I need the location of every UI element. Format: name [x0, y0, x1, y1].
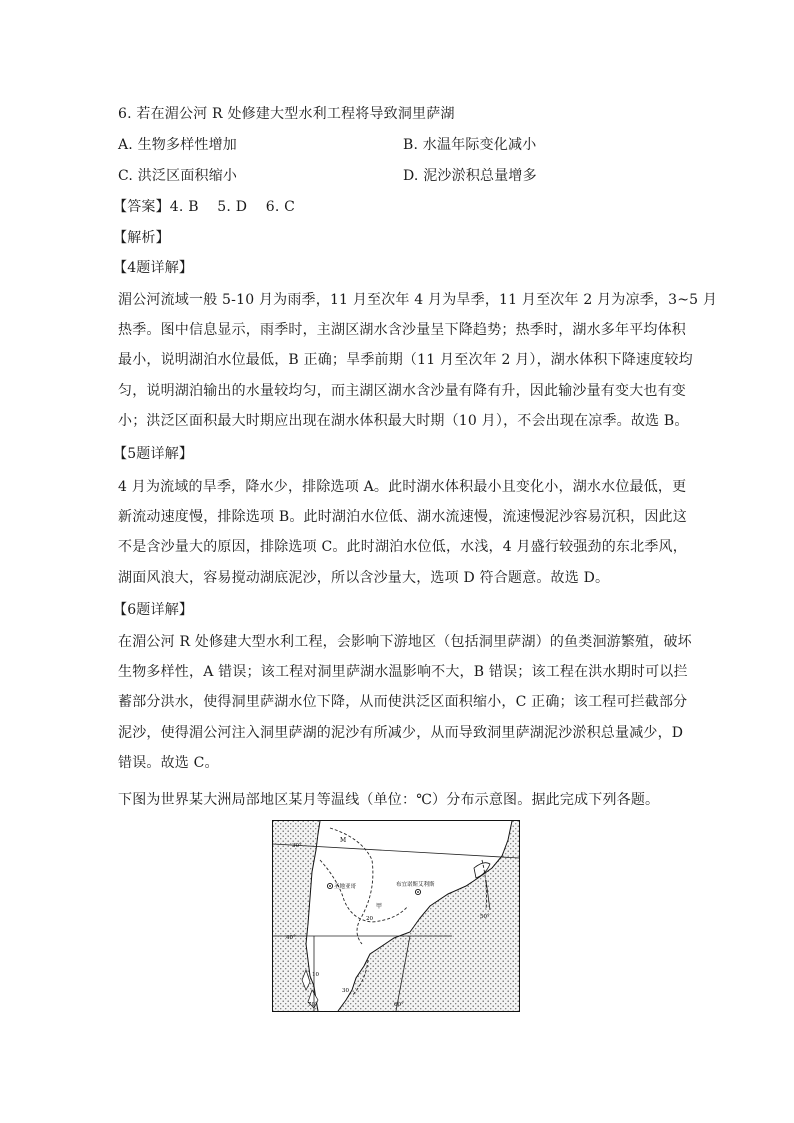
label-lon-70: 70° [308, 1002, 318, 1008]
q5-explanation [118, 472, 687, 593]
q4-explanation [118, 285, 718, 436]
q5-line: 湖面风浪大，容易搅动湖底泥沙，所以含沙量大，选项 D 符合题意。故选 D。 [118, 569, 610, 586]
q6-option-d: D. 泥沙淤积总量增多 [403, 168, 537, 184]
map-intro: 下图为世界某大洲局部地区某月等温线（单位：℃）分布示意图。据此完成下列各题。 [118, 792, 660, 808]
q6-line: 错误。故选 C。 [118, 754, 219, 771]
isotherm-label-20: 20 [366, 916, 373, 922]
q4-line: 热季。图中信息显示，雨季时，主湖区湖水含沙量呈下降趋势；热季时，湖水多年平均体积 [118, 322, 686, 339]
label-lon-60: 60° [394, 1002, 404, 1008]
q5-heading: 【5题详解】 [113, 446, 194, 462]
label-lon-50: 50° [480, 914, 490, 920]
q5-line: 不是含沙量大的原因，排除选项 C。此时湖泊水位低，水浅，4 月盛行较强劲的东北季风， [118, 539, 687, 556]
q4-line: 匀，说明湖泊输出的水量较均匀，而主湖区湖水含沙量有降有升，因此输沙量有变大也有变 [118, 382, 686, 399]
label-buenos-aires: 布宜诺斯艾利斯 [396, 882, 435, 888]
q6-option-b: B. 水温年际变化减小 [403, 137, 537, 153]
q6-line: 蓄部分洪水，使得洞里萨湖水位下降，从而使洪泛区面积缩小，C 正确；该工程可拦截部分 [118, 694, 688, 711]
answer-line: 【答案】4. B 5. D 6. C [113, 199, 296, 215]
santiago-marker-dot [329, 885, 331, 887]
label-m: M [340, 837, 347, 844]
q6-explanation [118, 627, 692, 778]
q4-line: 小；洪泛区面积最大时期应出现在湖水体积最大时期（10 月），不会出现在凉季。故选 B。 [118, 412, 689, 429]
q6-options-row1 [118, 135, 237, 155]
q6-option-a: A. 生物多样性增加 [118, 137, 238, 153]
q5-line: 4 月为流域的旱季，降水少，排除选项 A。此时湖水体积最小且变化小，湖水水位最低，更 [118, 479, 687, 495]
q5-line: 新流动速度慢，排除选项 B。此时湖泊水位低、湖水流速慢，流速慢泥沙容易沉积，因此这 [118, 509, 687, 526]
q6-line: 生物多样性，A 错误；该工程对洞里萨湖水温影响不大，B 错误；该工程在洪水期时可以拦 [118, 664, 688, 681]
label-jia: 甲 [376, 903, 383, 910]
analysis-title: 【解析】 [113, 230, 170, 246]
q4-line: 湄公河流域一般 5-10 月为雨季，11 月至次年 4 月为旱季，11 月至次年 2 月为凉季，3~5 月 [118, 292, 718, 308]
q4-line: 最小，说明湖泊水位最低，B 正确；旱季前期（11 月至次年 2 月），湖水体积下降速度较均 [118, 352, 693, 369]
q4-heading: 【4题详解】 [113, 260, 194, 276]
q6-analysis-heading: 【6题详解】 [113, 602, 194, 618]
label-lat-40: 40° [286, 935, 296, 941]
q6-option-c: C. 洪泛区面积缩小 [118, 168, 238, 184]
q6-line: 在湄公河 R 处修建大型水利工程，会影响下游地区（包括洞里萨湖）的鱼类洄游繁殖，破坏 [118, 634, 692, 650]
isotherm-label-30: 30 [342, 988, 349, 994]
isotherm-label-10: 10 [312, 972, 319, 978]
q6-stem: 6. 若在湄公河 R 处修建大型水利工程将导致洞里萨湖 [118, 106, 455, 122]
isotherm-map [272, 820, 520, 1012]
label-santiago: 圣地亚哥 [334, 884, 357, 890]
label-lat-30: 30° [292, 843, 302, 849]
buenos-aires-marker-dot [417, 891, 419, 893]
q6-line: 泥沙，使得湄公河注入洞里萨湖的泥沙有所减少，从而导致洞里萨湖泥沙淤积总量减少，D [118, 724, 684, 741]
